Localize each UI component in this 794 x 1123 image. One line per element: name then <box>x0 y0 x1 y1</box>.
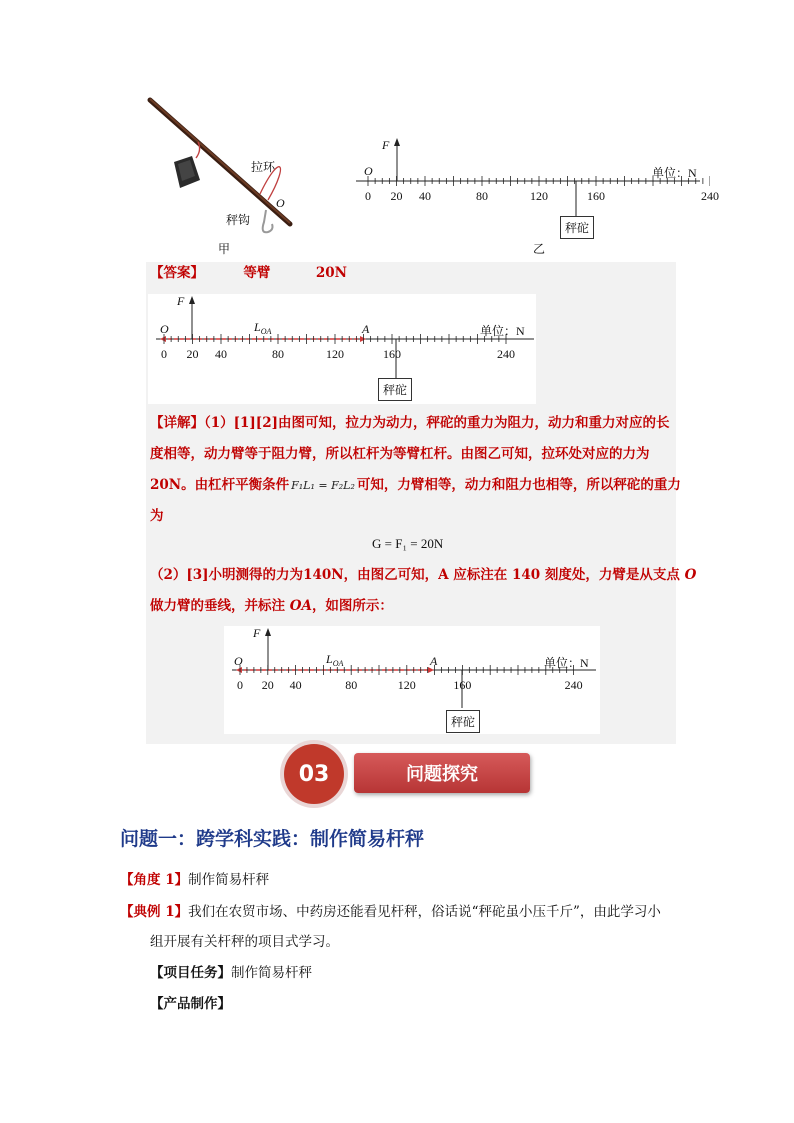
explain-line-3: 20N。由杠杆平衡条件 F₁L₁ = F₂L₂ 可知，力臂相等，动力和阻力也相等，所以秤砣的重力 <box>150 477 681 493</box>
tick-label: 120 <box>397 678 416 692</box>
unit-label-exp: 单位：N <box>544 656 589 670</box>
explain-line-4: 为 <box>150 508 164 524</box>
label-o-exp: O <box>234 654 243 668</box>
tick-label: 40 <box>289 678 302 692</box>
tick-label: 160 <box>587 189 605 203</box>
weight-box-yi: 秤砣 <box>560 216 594 239</box>
answer-line <box>150 262 347 284</box>
example-line-2: 组开展有关杆秤的项目式学习。 <box>150 934 339 950</box>
weight-box-exp: 秤砣 <box>446 710 480 733</box>
tick-label: 40 <box>419 189 431 203</box>
label-f-ans: F <box>177 294 185 308</box>
angle-line: 【角度 1】制作简易杆秤 <box>120 872 270 888</box>
label-fulcrum-o: O <box>276 196 285 210</box>
label-a-ans: A <box>362 322 370 336</box>
tick-label: 160 <box>383 347 401 361</box>
tick-label: 40 <box>215 347 227 361</box>
label-o-ans: O <box>160 322 169 336</box>
explain-line-6: 做力臂的垂线，并标注 OA，如图所示： <box>150 598 393 614</box>
tick-label: 80 <box>272 347 284 361</box>
tick-label: 0 <box>161 347 167 361</box>
tick-label: 120 <box>530 189 548 203</box>
problem-title: 问题一：跨学科实践：制作简易杆秤 <box>120 828 425 850</box>
label-f-yi: F <box>382 138 390 152</box>
explain-line-1: 【详解】（1）[1][2]由图可知，拉力为动力，秤砣的重力为阻力，动力和重力对应的长 <box>150 415 670 431</box>
answer-value-1: 等臂 <box>243 265 271 281</box>
tick-label: 0 <box>237 678 243 692</box>
answer-tag: 【答案】 <box>150 265 204 281</box>
explain-line-2: 度相等，动力臂等于阻力臂，所以杠杆为等臂杠杆。由图乙可知，拉环处对应的力为 <box>150 446 650 462</box>
steelyard-photo <box>140 92 300 252</box>
tick-label: 0 <box>365 189 371 203</box>
label-o-yi: O <box>364 164 373 178</box>
weight-box-ans: 秤砣 <box>378 378 412 401</box>
tick-label: 20 <box>186 347 199 361</box>
tick-label: 20 <box>390 189 403 203</box>
product-line: 【产品制作】 <box>150 996 231 1012</box>
label-jia: 甲 <box>218 242 231 256</box>
tick-label: 240 <box>497 347 515 361</box>
label-f-exp: F <box>253 626 261 640</box>
unit-label-ans: 单位：N <box>480 324 525 338</box>
tick-label: 80 <box>345 678 358 692</box>
label-hook: 秤钩 <box>226 213 251 227</box>
task-line: 【项目任务】制作简易杆秤 <box>150 965 312 981</box>
tick-label: 160 <box>453 678 472 692</box>
explain-equation: G = F₁ = 20N <box>372 536 444 551</box>
section-number-badge: 03 <box>284 744 344 804</box>
tick-label: 240 <box>564 678 583 692</box>
label-pull-ring: 拉环 <box>251 160 276 174</box>
explain-line-5: （2）[3]小明测得的力为140N，由图乙可知，A 应标注在 140 刻度处，力臂是从支点 O <box>150 567 697 583</box>
tick-label: 20 <box>261 678 274 692</box>
label-yi: 乙 <box>533 242 546 256</box>
label-loa-exp: $L_{OA}$ <box>326 652 344 668</box>
label-a-exp: A <box>430 654 438 668</box>
tick-label: 240 <box>701 189 719 203</box>
unit-label-yi: 单位：N <box>652 166 697 180</box>
section-title-banner: 问题探究 <box>354 753 530 793</box>
tick-label: 80 <box>476 189 488 203</box>
label-loa-ans: $L_{OA}$ <box>254 320 272 336</box>
answer-value-2: 20N <box>315 265 347 281</box>
tick-label: 120 <box>326 347 344 361</box>
example-line-1: 【典例 1】我们在农贸市场、中药房还能看见杆秤，俗话说“秤砣虽小压千斤”，由此学习小 <box>120 904 661 920</box>
